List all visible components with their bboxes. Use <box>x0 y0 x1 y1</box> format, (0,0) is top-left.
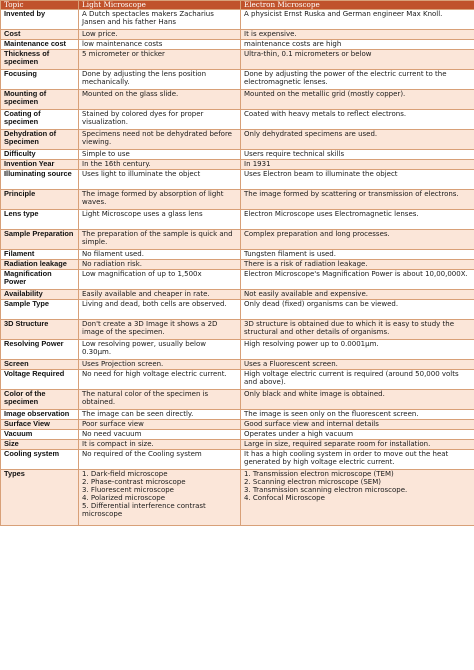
row-topic: Color of the specimen <box>1 390 79 410</box>
row-light-microscope: Mounted on the glass slide. <box>79 90 241 110</box>
row-topic: Voltage Required <box>1 370 79 390</box>
row-electron-microscope: High voltage electric current is required (around 50,000 volts and above). <box>241 370 474 390</box>
row-topic: Lens type <box>1 210 79 230</box>
row-light-microscope: Easily available and cheaper in rate. <box>79 290 241 300</box>
table-row <box>1 30 474 40</box>
row-electron-microscope: maintenance costs are high <box>241 40 474 50</box>
row-topic: Invented by <box>1 10 79 30</box>
row-topic: Size <box>1 440 79 450</box>
table-row <box>1 170 474 190</box>
list-item: 4. Confocal Microscope <box>244 494 325 502</box>
row-electron-microscope: Complex preparation and long processes. <box>241 230 474 250</box>
row-electron-microscope: 3D structure is obtained due to which it is easy to study the structural and other details of organisms. <box>241 320 474 340</box>
table-row <box>1 440 474 450</box>
row-electron-microscope: It is expensive. <box>241 30 474 40</box>
row-light-microscope: Specimens need not be dehydrated before viewing. <box>79 130 241 150</box>
table-row <box>1 410 474 420</box>
list-item: 3. Fluorescent microscope <box>82 486 174 494</box>
row-topic: Difficulty <box>1 150 79 160</box>
row-light-microscope: In the 16th century. <box>79 160 241 170</box>
row-electron-microscope: Done by adjusting the power of the electric current to the electromagnetic lenses. <box>241 70 474 90</box>
row-light-microscope: It is compact in size. <box>79 440 241 450</box>
row-electron-microscope: Large in size, required separate room for installation. <box>241 440 474 450</box>
row-electron-microscope: Electron Microscope's Magnification Power is about 10,00,000X. <box>241 270 474 290</box>
table-row <box>1 360 474 370</box>
row-light-microscope: Uses Projection screen. <box>79 360 241 370</box>
row-topic: Magnification Power <box>1 270 79 290</box>
row-topic: Mounting of specimen <box>1 90 79 110</box>
row-light-microscope: Low price. <box>79 30 241 40</box>
row-light-microscope: The preparation of the sample is quick and simple. <box>79 230 241 250</box>
table-row <box>1 130 474 150</box>
header-light-microscope: Light Microscope <box>79 1 241 10</box>
row-topic: 3D Structure <box>1 320 79 340</box>
list-item: 5. Differential interference contrast microscope <box>82 502 206 518</box>
table-row <box>1 320 474 340</box>
table-row <box>1 40 474 50</box>
table-row <box>1 300 474 320</box>
header-row <box>1 1 474 10</box>
list-item: 3. Transmission scanning electron microscope. <box>244 486 408 494</box>
row-topic: Screen <box>1 360 79 370</box>
row-topic: Image observation <box>1 410 79 420</box>
table-row <box>1 190 474 210</box>
table-row-types <box>1 470 474 526</box>
row-electron-microscope: Not easily available and expensive. <box>241 290 474 300</box>
row-light-microscope: Simple to use <box>79 150 241 160</box>
table-body <box>1 10 474 526</box>
list-item: 2. Phase-contrast microscope <box>82 478 186 486</box>
table-row <box>1 210 474 230</box>
table-row <box>1 70 474 90</box>
list-item: 4. Polarized microscope <box>82 494 166 502</box>
table-row <box>1 10 474 30</box>
row-topic: Resolving Power <box>1 340 79 360</box>
row-light-microscope: Living and dead, both cells are observed. <box>79 300 241 320</box>
row-electron-microscope: The image formed by scattering or transmission of electrons. <box>241 190 474 210</box>
electron-types-list <box>244 470 471 502</box>
table-row <box>1 250 474 260</box>
row-electron-microscope: Operates under a high vacuum <box>241 430 474 440</box>
header-electron-microscope: Electron Microscope <box>241 1 474 10</box>
row-topic: Sample Type <box>1 300 79 320</box>
row-electron-microscope: The image is seen only on the fluorescent screen. <box>241 410 474 420</box>
light-types-list <box>82 470 237 518</box>
list-item: 2. Scanning electron microscope (SEM) <box>244 478 381 486</box>
row-electron-microscope: Only black and white image is obtained. <box>241 390 474 410</box>
row-light-microscope: Poor surface view <box>79 420 241 430</box>
row-topic: Surface View <box>1 420 79 430</box>
row-topic: Dehydration of Specimen <box>1 130 79 150</box>
table-row <box>1 50 474 70</box>
row-light-microscope: Low resolving power, usually below 0.30μm. <box>79 340 241 360</box>
row-topic: Cooling system <box>1 450 79 470</box>
row-electron-microscope: In 1931 <box>241 160 474 170</box>
row-topic: Filament <box>1 250 79 260</box>
table-row <box>1 160 474 170</box>
row-topic: Sample Preparation <box>1 230 79 250</box>
table-row <box>1 290 474 300</box>
list-item: 1. Transmission electron microscope (TEM) <box>244 470 394 478</box>
row-light-microscope: 5 micrometer or thicker <box>79 50 241 70</box>
row-topic: Vacuum <box>1 430 79 440</box>
table-row <box>1 110 474 130</box>
table-row <box>1 390 474 410</box>
row-light-microscope: Uses light to illuminate the object <box>79 170 241 190</box>
row-topic: Thickness of specimen <box>1 50 79 70</box>
row-light-microscope: The image formed by absorption of light waves. <box>79 190 241 210</box>
row-light-microscope <box>79 470 241 526</box>
row-light-microscope: The natural color of the specimen is obtained. <box>79 390 241 410</box>
row-electron-microscope: It has a high cooling system in order to move out the heat generated by high voltage electric current. <box>241 450 474 470</box>
row-electron-microscope: A physicist Ernst Ruska and German engineer Max Knoll. <box>241 10 474 30</box>
row-light-microscope: Light Microscope uses a glass lens <box>79 210 241 230</box>
table-row <box>1 260 474 270</box>
row-topic: Radiation leakage <box>1 260 79 270</box>
row-light-microscope: The image can be seen directly. <box>79 410 241 420</box>
row-topic: Availability <box>1 290 79 300</box>
row-topic: Maintenance cost <box>1 40 79 50</box>
row-electron-microscope: There is a risk of radiation leakage. <box>241 260 474 270</box>
table-row <box>1 90 474 110</box>
row-electron-microscope: Ultra-thin, 0.1 micrometers or below <box>241 50 474 70</box>
header-topic: Topic <box>1 1 79 10</box>
row-light-microscope: Stained by colored dyes for proper visualization. <box>79 110 241 130</box>
row-topic: Illuminating source <box>1 170 79 190</box>
row-light-microscope: No radiation risk. <box>79 260 241 270</box>
row-light-microscope: Done by adjusting the lens position mechanically. <box>79 70 241 90</box>
row-light-microscope: No need for high voltage electric current. <box>79 370 241 390</box>
table-row <box>1 370 474 390</box>
row-light-microscope: No required of the Cooling system <box>79 450 241 470</box>
table-row <box>1 150 474 160</box>
row-electron-microscope: Uses Electron beam to illuminate the object <box>241 170 474 190</box>
row-topic: Types <box>1 470 79 526</box>
row-topic: Focusing <box>1 70 79 90</box>
row-topic: Principle <box>1 190 79 210</box>
table-row <box>1 450 474 470</box>
list-item: 1. Dark-field microscope <box>82 470 168 478</box>
row-light-microscope: A Dutch spectacles makers Zacharius Jansen and his father Hans <box>79 10 241 30</box>
row-electron-microscope: Uses a Fluorescent screen. <box>241 360 474 370</box>
row-topic: Cost <box>1 30 79 40</box>
row-light-microscope: low maintenance costs <box>79 40 241 50</box>
table-row <box>1 230 474 250</box>
table-row <box>1 430 474 440</box>
row-electron-microscope: Only dead (fixed) organisms can be viewed. <box>241 300 474 320</box>
row-electron-microscope: Tungsten filament is used. <box>241 250 474 260</box>
row-electron-microscope: High resolving power up to 0.0001μm. <box>241 340 474 360</box>
row-electron-microscope: Electron Microscope uses Electromagnetic lenses. <box>241 210 474 230</box>
row-light-microscope: No need vacuum <box>79 430 241 440</box>
row-electron-microscope: Good surface view and internal details <box>241 420 474 430</box>
row-electron-microscope: Coated with heavy metals to reflect electrons. <box>241 110 474 130</box>
row-light-microscope: Don't create a 3D Image it shows a 2D image of the specimen. <box>79 320 241 340</box>
row-topic: Coating of specimen <box>1 110 79 130</box>
row-light-microscope: Low magnification of up to 1,500x <box>79 270 241 290</box>
row-electron-microscope <box>241 470 474 526</box>
table-row <box>1 420 474 430</box>
table-row <box>1 340 474 360</box>
table-row <box>1 270 474 290</box>
row-topic: Invention Year <box>1 160 79 170</box>
row-electron-microscope: Users require technical skills <box>241 150 474 160</box>
row-electron-microscope: Mounted on the metallic grid (mostly copper). <box>241 90 474 110</box>
row-light-microscope: No filament used. <box>79 250 241 260</box>
row-electron-microscope: Only dehydrated specimens are used. <box>241 130 474 150</box>
